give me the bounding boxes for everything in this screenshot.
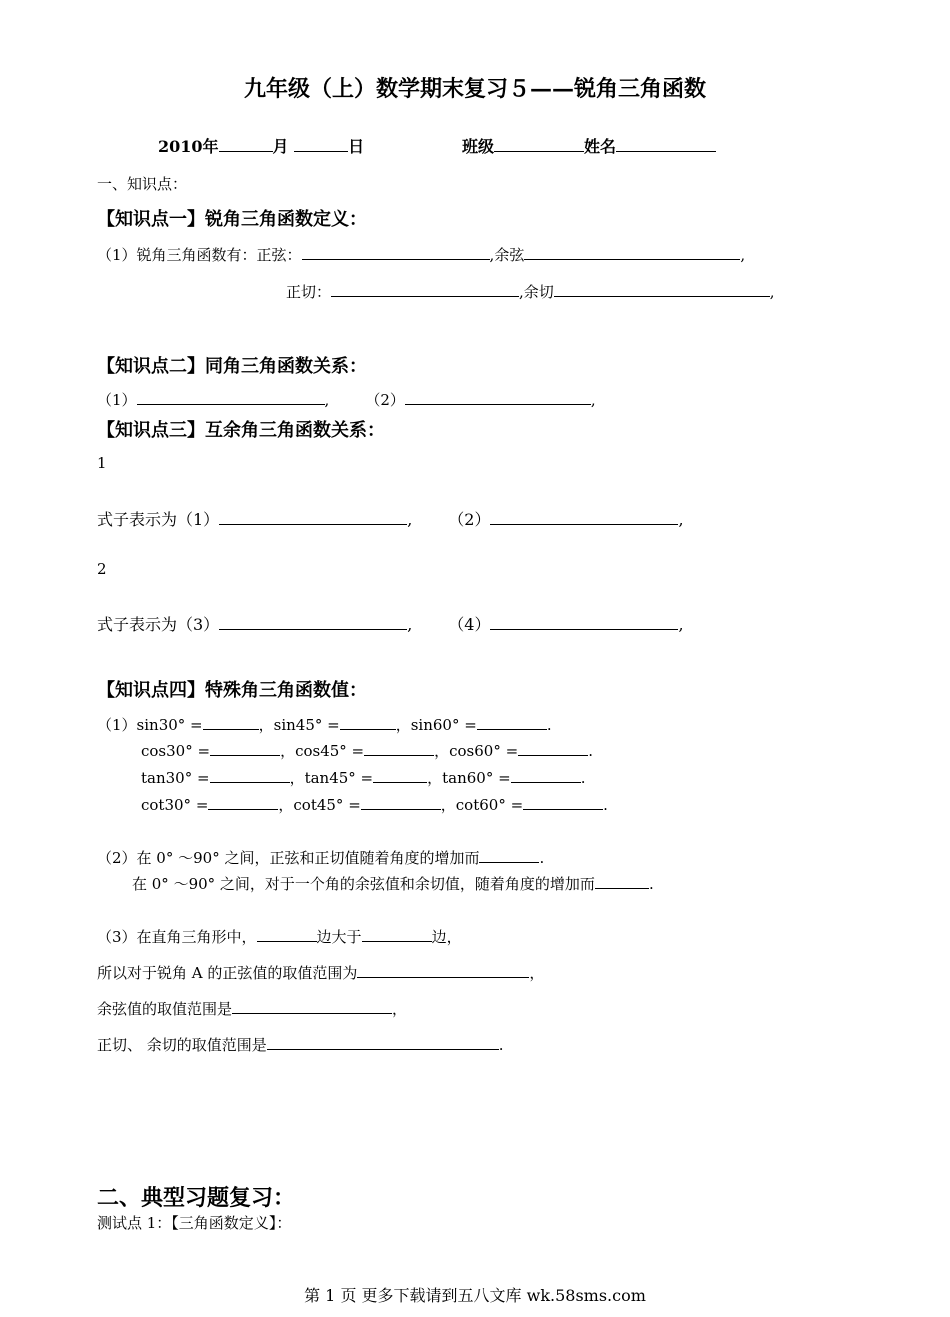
- cos-range-line: [97, 998, 407, 1019]
- comma: ，: [529, 964, 545, 982]
- sin-range-blank[interactable]: [357, 962, 529, 978]
- right-triangle-text-c: 边，: [431, 928, 462, 946]
- section1-title: 一、知识点：: [97, 175, 188, 193]
- kp3-blank-4[interactable]: [490, 613, 678, 630]
- kp1-line2: [286, 281, 775, 302]
- tan45-blank[interactable]: [373, 767, 427, 783]
- tan30-blank[interactable]: [210, 767, 290, 783]
- monotonic-text-2: 在 0° ～90° 之间，对于一个角的余弦值和余切值，随着角度的增加而: [132, 875, 595, 893]
- kp1-line1: [97, 244, 745, 265]
- month-blank[interactable]: [219, 135, 273, 152]
- kp3-item-1: 1: [97, 454, 107, 472]
- comma: ,: [407, 615, 413, 634]
- sin-range-line: [97, 962, 544, 983]
- cos-range-text: 余弦值的取值范围是: [97, 1000, 233, 1018]
- comma: ,: [590, 391, 596, 409]
- sin45-blank[interactable]: [340, 714, 396, 730]
- tan-values-row: [141, 767, 585, 788]
- kp1-title: 【知识点一】锐角三角函数定义：: [97, 209, 367, 230]
- period: .: [603, 796, 608, 814]
- sin60-blank[interactable]: [477, 714, 547, 730]
- kp3-blank-1[interactable]: [219, 508, 407, 525]
- kp2-title: 【知识点二】同角三角函数关系：: [97, 356, 367, 377]
- page-title: 九年级（上）数学期末复习５——锐角三角函数: [243, 76, 706, 102]
- comma: ，: [392, 1000, 408, 1018]
- cot45-blank[interactable]: [361, 794, 441, 810]
- day-blank[interactable]: [294, 135, 348, 152]
- period: .: [580, 769, 586, 787]
- right-triangle-text-a: （3）在直角三角形中，: [97, 928, 257, 946]
- expr-prefix: 式子表示为（1）: [97, 510, 220, 529]
- kp2-line: [97, 389, 596, 410]
- cos-range-blank[interactable]: [232, 998, 392, 1014]
- sin30-blank[interactable]: [203, 714, 259, 730]
- tan60-blank[interactable]: [511, 767, 581, 783]
- cos45-blank[interactable]: [364, 740, 434, 756]
- monotonic-line-2: [132, 873, 654, 894]
- period: .: [539, 849, 545, 867]
- month-label: 月: [272, 137, 289, 156]
- cos-definition-blank[interactable]: [524, 244, 740, 260]
- tan-cot-range-line: [97, 1034, 504, 1055]
- cot-values-row: [141, 794, 608, 815]
- comma: ,: [407, 510, 413, 529]
- kp4-title: 【知识点四】特殊角三角函数值：: [97, 680, 367, 701]
- sin-definition-blank[interactable]: [302, 244, 490, 260]
- period: .: [588, 742, 593, 760]
- kp3-title: 【知识点三】互余角三角函数关系：: [97, 420, 385, 441]
- longer-side-blank[interactable]: [257, 926, 317, 942]
- cos-values-row: [141, 740, 593, 761]
- class-label: 班级: [462, 137, 495, 156]
- date-line: [158, 134, 364, 157]
- tan-cot-range-text: 正切、 余切的取值范围是: [97, 1036, 267, 1054]
- test-point-1: 测试点 1：【三角函数定义】：: [97, 1214, 292, 1232]
- monotonic-line-1: [97, 847, 544, 868]
- name-label: 姓名: [584, 137, 617, 156]
- comma: ,: [769, 283, 775, 301]
- right-triangle-line: [97, 926, 462, 947]
- monotonic-text-1: （2）在 0° ～90° 之间，正弦和正切值随着角度的增加而: [97, 849, 480, 867]
- cot-definition-blank[interactable]: [554, 281, 770, 297]
- tan-definition-blank[interactable]: [331, 281, 519, 297]
- period: .: [498, 1036, 504, 1054]
- tan60-label: ，tan60° =: [427, 769, 511, 787]
- kp2-p1: （1）: [97, 391, 137, 409]
- cos60-label: ，cos60° =: [434, 742, 519, 760]
- cos60-blank[interactable]: [518, 740, 588, 756]
- cot60-blank[interactable]: [523, 794, 603, 810]
- period: .: [546, 716, 552, 734]
- kp3-item-2: 2: [97, 560, 107, 578]
- day-label: 日: [348, 137, 365, 156]
- year-label: 2010年: [158, 137, 219, 156]
- sin-values-row: [97, 714, 552, 735]
- class-blank[interactable]: [494, 135, 584, 152]
- kp2-blank-1[interactable]: [137, 389, 325, 405]
- kp3-expr-1: [97, 507, 684, 530]
- page-footer: 第 1 页 更多下载请到五八文库 wk.58sms.com: [304, 1286, 646, 1305]
- sin-range-text: 所以对于锐角 A 的正弦值的取值范围为: [97, 964, 358, 982]
- cos30-blank[interactable]: [210, 740, 280, 756]
- cos45-label: ，cos45° =: [280, 742, 365, 760]
- cos-label: ,余弦: [489, 246, 525, 264]
- kp2-blank-2[interactable]: [405, 389, 591, 405]
- section2-title: 二、典型习题复习：: [97, 1185, 296, 1211]
- kp3-blank-3[interactable]: [219, 613, 407, 630]
- sin30-label: （1）sin30° =: [97, 716, 203, 734]
- kp3-expr-2: [97, 612, 684, 635]
- comma: ,: [740, 246, 746, 264]
- cos30-label: cos30° =: [141, 742, 211, 760]
- comma: ,: [678, 510, 684, 529]
- student-line: [462, 134, 716, 157]
- sin45-label: ，sin45° =: [258, 716, 340, 734]
- tan-label: 正切：: [286, 283, 332, 301]
- monotonic-blank-2[interactable]: [595, 873, 649, 889]
- right-triangle-text-b: 边大于: [316, 928, 362, 946]
- kp2-p2: （2）: [365, 391, 405, 409]
- kp1-prefix: （1）锐角三角函数有：正弦：: [97, 246, 302, 264]
- comma: ,: [324, 391, 330, 409]
- expr-prefix: 式子表示为（3）: [97, 615, 220, 634]
- cot30-label: cot30° =: [141, 796, 209, 814]
- tan30-label: tan30° =: [141, 769, 210, 787]
- tan45-label: ，tan45° =: [289, 769, 374, 787]
- cot60-label: ，cot60° =: [440, 796, 524, 814]
- kp3-p4: （4）: [448, 615, 491, 634]
- monotonic-blank-1[interactable]: [479, 847, 539, 863]
- kp3-p2: （2）: [448, 510, 491, 529]
- cot-label: ,余切: [519, 283, 554, 301]
- sin60-label: ，sin60° =: [395, 716, 477, 734]
- name-blank[interactable]: [616, 135, 716, 152]
- shorter-side-blank[interactable]: [362, 926, 432, 942]
- cot30-blank[interactable]: [208, 794, 278, 810]
- kp3-blank-2[interactable]: [490, 508, 678, 525]
- period: .: [648, 875, 654, 893]
- tan-cot-range-blank[interactable]: [267, 1034, 499, 1050]
- cot45-label: ，cot45° =: [278, 796, 361, 814]
- comma: ,: [678, 615, 684, 634]
